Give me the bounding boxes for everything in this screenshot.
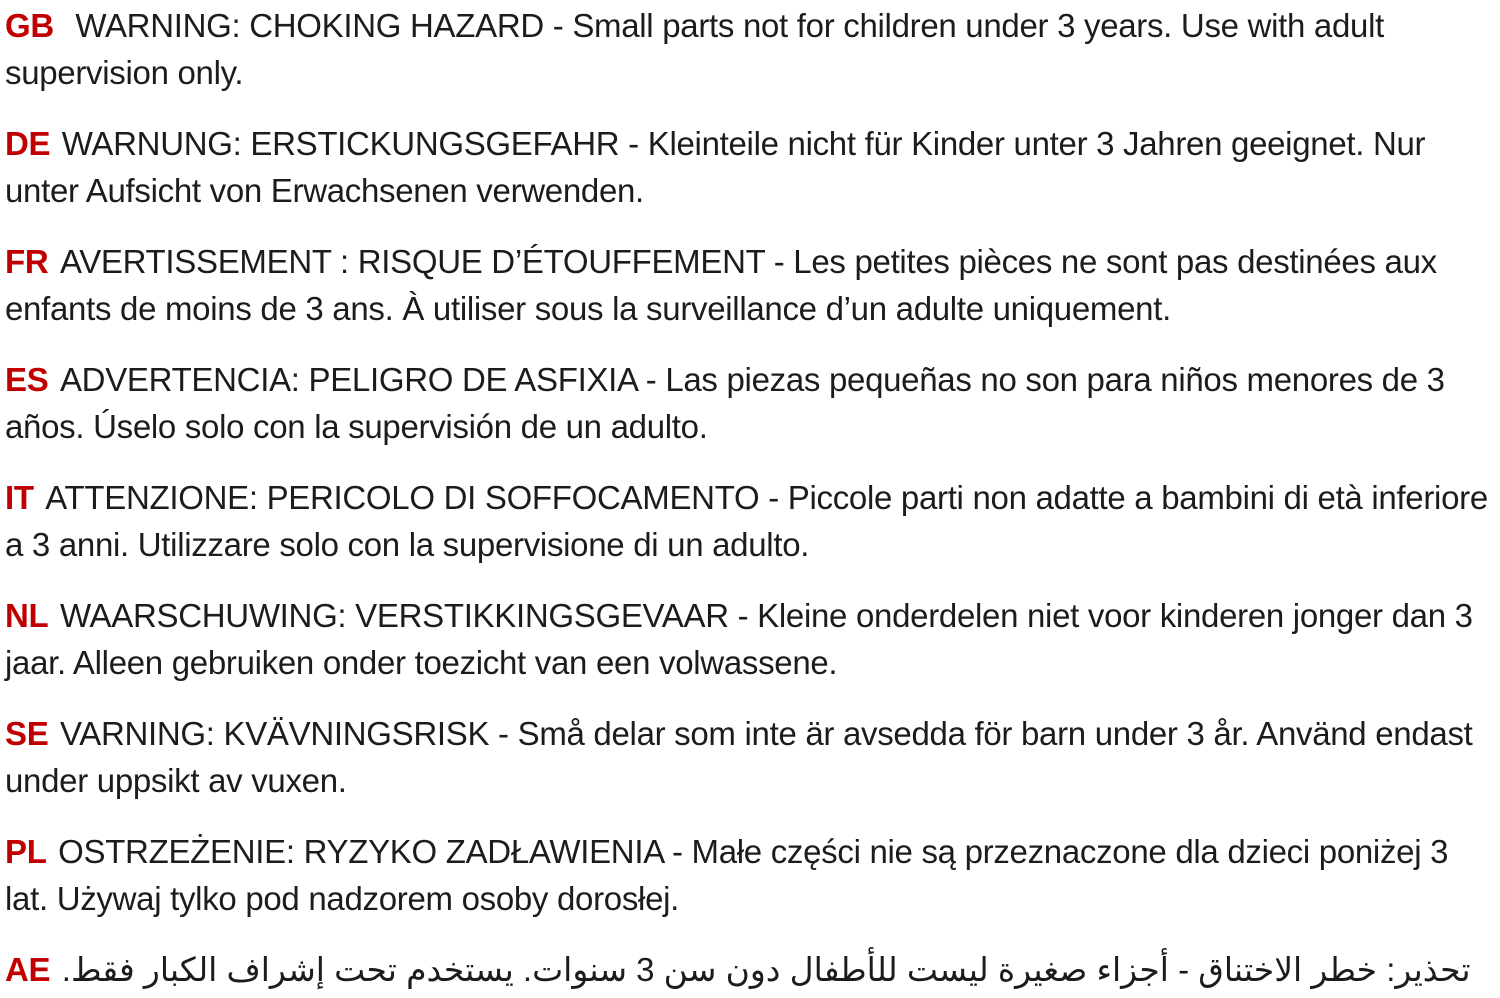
language-code-es: ES [5,361,49,398]
language-code-nl: NL [5,597,49,634]
warning-text-fr: AVERTISSEMENT : RISQUE D’ÉTOUFFEMENT - Les petites pièces ne sont pas destinées aux enfants de moins de 3 ans. À utiliser sous la surveillance d’un adulte uniquement. [5,243,1437,327]
warning-paragraph-fr [5,238,1494,332]
warning-paragraph-ae [5,946,1494,993]
language-code-de: DE [5,125,51,162]
warning-text-gb: WARNING: CHOKING HAZARD - Small parts not for children under 3 years. Use with adult supervision only. [5,7,1384,91]
language-code-pl: PL [5,833,47,870]
language-code-gb: GB [5,7,54,44]
warning-paragraph-se [5,710,1494,804]
warning-text-it: ATTENZIONE: PERICOLO DI SOFFOCAMENTO - Piccole parti non adatte a bambini di età inferiore a 3 anni. Utilizzare solo con la supervisione di un adulto. [5,479,1488,563]
warning-text-pl: OSTRZEŻENIE: RYZYKO ZADŁAWIENIA - Małe części nie są przeznaczone dla dzieci poniżej 3 lat. Używaj tylko pod nadzorem osoby dorosłej. [5,833,1449,917]
warning-text-es: ADVERTENCIA: PELIGRO DE ASFIXIA - Las piezas pequeñas no son para niños menores de 3 años. Úselo solo con la supervisión de un adulto. [5,361,1445,445]
warning-label-document [5,2,1494,993]
language-code-se: SE [5,715,49,752]
warning-paragraph-it [5,474,1494,568]
warning-text-de: WARNUNG: ERSTICKUNGSGEFAHR - Kleinteile nicht für Kinder unter 3 Jahren geeignet. Nur unter Aufsicht von Erwachsenen verwenden. [5,125,1426,209]
warning-paragraph-gb [5,2,1494,96]
language-code-it: IT [5,479,34,516]
warning-text-nl: WAARSCHUWING: VERSTIKKINGSGEVAAR - Kleine onderdelen niet voor kinderen jonger dan 3 jaar. Alleen gebruiken onder toezicht van een volwassene. [5,597,1473,681]
warning-paragraph-pl [5,828,1494,922]
warning-paragraph-nl [5,592,1494,686]
warning-text-ae: تحذير: خطر الاختناق - أجزاء صغيرة ليست للأطفال دون سن 3 سنوات. يستخدم تحت إشراف الكبار فقط. [61,951,1471,988]
warning-paragraph-es [5,356,1494,450]
language-code-fr: FR [5,243,49,280]
language-code-ae: AE [5,951,51,988]
warning-paragraph-de [5,120,1494,214]
warning-text-se: VARNING: KVÄVNINGSRISK - Små delar som inte är avsedda för barn under 3 år. Använd endast under uppsikt av vuxen. [5,715,1473,799]
